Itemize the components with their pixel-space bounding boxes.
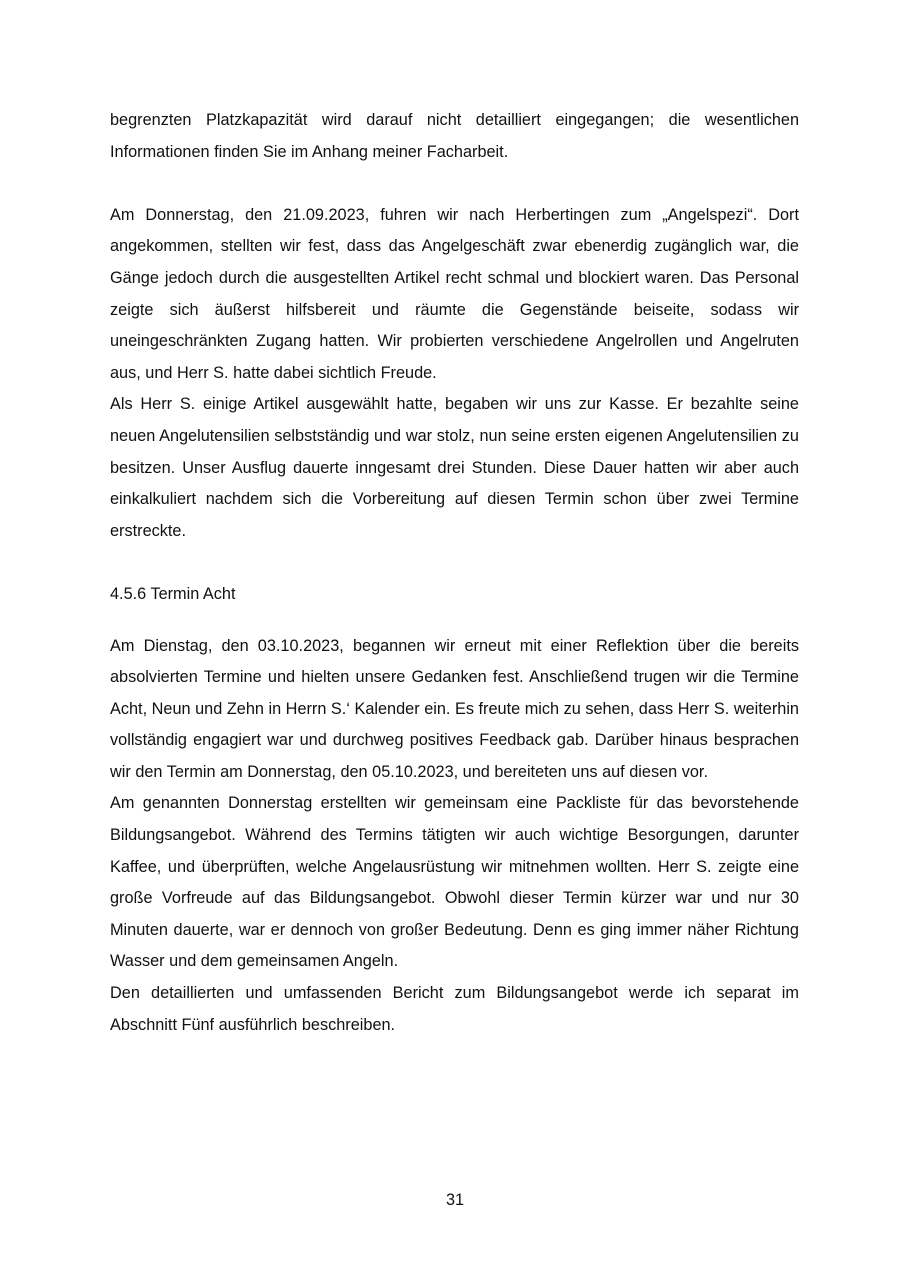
heading-gap [110, 611, 799, 631]
paragraph-reflection: Am Dienstag, den 03.10.2023, begannen wir erneut mit einer Reflektion über die bereits absolvierten Termine und hielten unsere Gedanken fest. Anschließend trugen wir die Termine Acht, Neun und Zehn in Herrn S.‘ Kalender ein. Es freute mich zu sehen, dass Herr S. weiterhin vollständig engagiert war und durchweg positives Feedback gab. Darüber hinaus besprachen wir den Termin am Donnerstag, den 05.10.2023, und bereiteten uns auf diesen vor. [110, 636, 799, 781]
section-heading: 4.5.6 Termin Acht [110, 584, 236, 603]
paragraph-gap [110, 168, 799, 200]
paragraph-continuation: begrenzten Platzkapazität wird darauf nicht detailliert eingegangen; die wesentlichen Informationen finden Sie im Anhang meiner Facharbeit. [110, 111, 799, 161]
paragraph-report-reference: Den detaillierten und umfassenden Bericht zum Bildungsangebot werde ich separat im Abschnitt Fünf ausführlich beschreiben. [110, 984, 799, 1034]
page-number: 31 [445, 1191, 465, 1209]
paragraph-packing-list: Am genannten Donnerstag erstellten wir gemeinsam eine Packliste für das bevorstehende Bildungsangebot. Während des Termins tätigten wir auch wichtige Besorgungen, darunter Kaffee, und überprüften, welche Angelausrüstung wir mitnehmen wollten. Herr S. zeigte eine große Vorfreude auf das Bildungsangebot. Obwohl dieser Termin kürzer war und nur 30 Minuten dauerte, war er dennoch von großer Bedeutung. Denn es ging immer näher Richtung Wasser und dem gemeinsamen Angeln. [110, 794, 799, 971]
paragraph-checkout: Als Herr S. einige Artikel ausgewählt hatte, begaben wir uns zur Kasse. Er bezahlte seine neuen Angelutensilien selbstständig und war stolz, nun seine ersten eigenen Angelutensilien zu besitzen. Unser Ausflug dauerte inngesamt drei Stunden. Diese Dauer hatten wir aber auch einkalkuliert nachdem sich die Vorbereitung auf diesen Termin schon über zwei Termine erstreckte. [110, 395, 799, 540]
page-body [110, 105, 799, 1041]
paragraph-angelspezi-visit: Am Donnerstag, den 21.09.2023, fuhren wir nach Herbertingen zum „Angelspezi“. Dort angekommen, stellten wir fest, dass das Angelgeschäft zwar ebenerdig zugänglich war, die Gänge jedoch durch die ausgestellten Artikel recht schmal und blockiert waren. Das Personal zeigte sich äußerst hilfsbereit und räumte die Gegenstände beiseite, sodass wir uneingeschränkten Zugang hatten. Wir probierten verschiedene Angelrollen und Angelruten aus, und Herr S. hatte dabei sichtlich Freude. [110, 205, 799, 382]
paragraph-gap [110, 547, 799, 579]
